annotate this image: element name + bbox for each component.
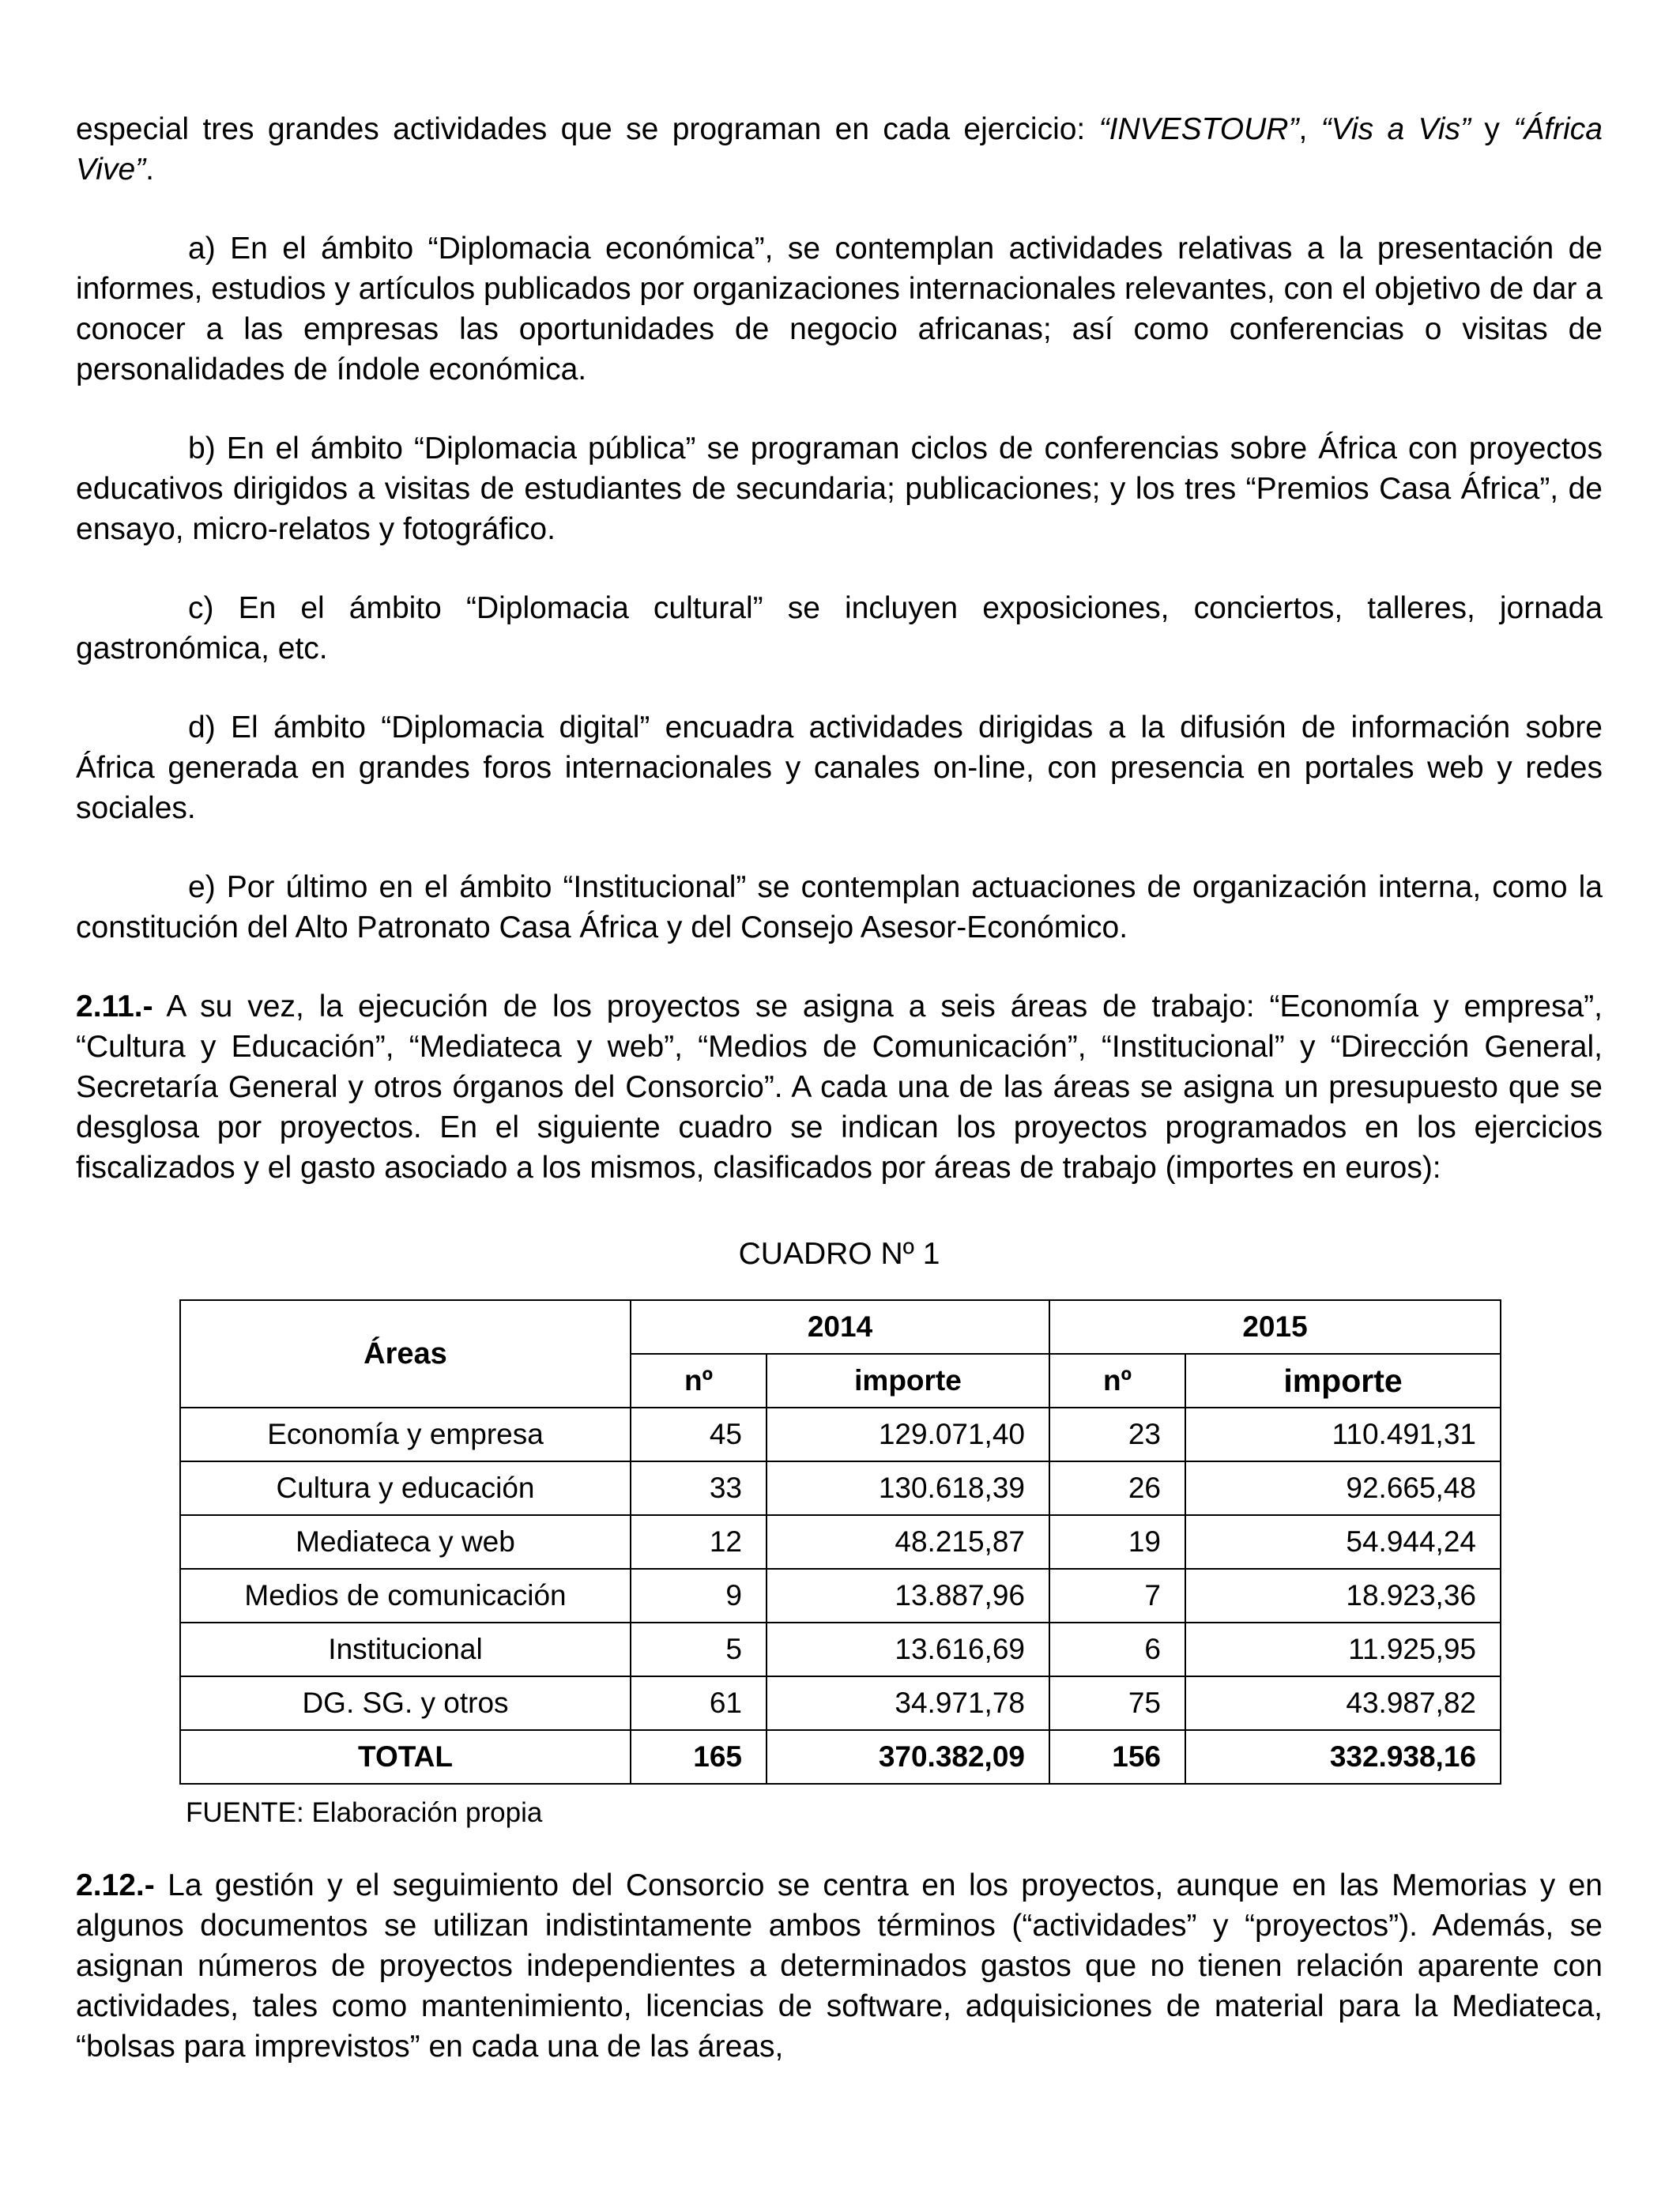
intro-text-b: , [1298, 112, 1321, 146]
cell-area: Institucional [180, 1623, 631, 1676]
section-number-2-12: 2.12.- [76, 1868, 155, 1902]
paragraph-b: b) En el ámbito “Diplomacia pública” se programan ciclos de conferencias sobre África con proyectos educativos dirigidos a visitas de estudiantes de secundaria; publicaciones; y los tres “Premios Casa África”, de ensayo, micro-relatos y fotográfico. [76, 432, 1603, 546]
cell-importe-2014: 13.616,69 [767, 1623, 1049, 1676]
cell-total-importe-2015: 332.938,16 [1185, 1730, 1501, 1784]
cell-n-2014: 9 [631, 1569, 767, 1623]
paragraph-2-11-text: A su vez, la ejecución de los proyectos se asigna a seis áreas de trabajo: “Economía y empresa”, “Cultura y Educación”, “Mediateca y web”, “Medios de Comunicación”, “Institucional” y “Dirección General, Secretaría General y otros órganos del Consorcio”. A cada una de las áreas se asigna un presupuesto que se desglosa por proyectos. En el siguiente cuadro se indican los proyectos programados en los ejercicios fiscalizados y el gasto asociado a los mismos, clasificados por áreas de trabajo (importes en euros): [76, 990, 1603, 1185]
table-row [180, 1408, 1501, 1461]
cell-total-label: TOTAL [180, 1730, 631, 1784]
header-year-2014: 2014 [631, 1300, 1049, 1354]
intro-investour: “INVESTOUR” [1098, 112, 1299, 146]
table-source: FUENTE: Elaboración propia [186, 1797, 543, 1828]
table-row [180, 1623, 1501, 1676]
cell-importe-2015: 92.665,48 [1185, 1461, 1501, 1515]
paragraph-2-12 [76, 1865, 1603, 2067]
paragraph-a: a) En el ámbito “Diplomacia económica”, se contemplan actividades relativas a la presentación de informes, estudios y artículos publicados por organizaciones internacionales relevantes, con el objetivo de dar a conocer a las empresas las oportunidades de negocio africanas; así como conferencias o visitas de personalidades de índole económica. [76, 232, 1603, 386]
table-row [180, 1515, 1501, 1569]
table-row [180, 1461, 1501, 1515]
header-importe-2014: importe [767, 1354, 1049, 1408]
paragraph-c: c) En el ámbito “Diplomacia cultural” se incluyen exposiciones, conciertos, talleres, jornada gastronómica, etc. [76, 591, 1603, 665]
section-number-2-11: 2.11.- [76, 990, 153, 1023]
cell-total-n-2015: 156 [1049, 1730, 1185, 1784]
cell-n-2015: 75 [1049, 1676, 1185, 1730]
header-n-2014: nº [631, 1354, 767, 1408]
table-header-row-years [180, 1300, 1501, 1354]
projects-table [179, 1299, 1501, 1785]
cell-area: Cultura y educación [180, 1461, 631, 1515]
cell-area: Economía y empresa [180, 1408, 631, 1461]
cell-n-2015: 6 [1049, 1623, 1185, 1676]
cell-importe-2015: 54.944,24 [1185, 1515, 1501, 1569]
cell-importe-2015: 43.987,82 [1185, 1676, 1501, 1730]
cell-importe-2014: 129.071,40 [767, 1408, 1049, 1461]
cell-n-2015: 19 [1049, 1515, 1185, 1569]
header-year-2015: 2015 [1049, 1300, 1501, 1354]
cell-total-n-2014: 165 [631, 1730, 767, 1784]
cell-area: DG. SG. y otros [180, 1676, 631, 1730]
cell-total-importe-2014: 370.382,09 [767, 1730, 1049, 1784]
table-caption: CUADRO Nº 1 [738, 1237, 940, 1271]
cell-n-2015: 7 [1049, 1569, 1185, 1623]
table-row [180, 1569, 1501, 1623]
cell-importe-2014: 130.618,39 [767, 1461, 1049, 1515]
cell-importe-2015: 18.923,36 [1185, 1569, 1501, 1623]
cell-n-2014: 45 [631, 1408, 767, 1461]
cell-importe-2014: 34.971,78 [767, 1676, 1049, 1730]
cell-area: Mediateca y web [180, 1515, 631, 1569]
cell-area: Medios de comunicación [180, 1569, 631, 1623]
paragraph-2-12-text: La gestión y el seguimiento del Consorcio se centra en los proyectos, aunque en las Memorias y en algunos documentos se utilizan indistintamente ambos términos (“actividades” y “proyectos”). Además, se asignan números de proyectos independientes a determinados gastos que no tienen relación aparente con actividades, tales como mantenimiento, licencias de software, adquisiciones de material para la Mediateca, “bolsas para imprevistos” en cada una de las áreas, [76, 1868, 1603, 2064]
document-page [76, 109, 1603, 2105]
header-importe-2015: importe [1185, 1354, 1501, 1408]
cell-n-2015: 23 [1049, 1408, 1185, 1461]
header-n-2015: nº [1049, 1354, 1185, 1408]
table-row [180, 1676, 1501, 1730]
cell-n-2015: 26 [1049, 1461, 1185, 1515]
cell-importe-2014: 13.887,96 [767, 1569, 1049, 1623]
intro-text-d: . [145, 153, 154, 187]
intro-text-c: y [1471, 112, 1514, 146]
intro-africa-vive: “África Vive” [76, 112, 1603, 187]
header-areas: Áreas [180, 1300, 631, 1408]
intro-paragraph [76, 109, 1603, 190]
paragraph-e: e) Por último en el ámbito “Institucional” se contemplan actuaciones de organización interna, como la constitución del Alto Patronato Casa África y del Consejo Asesor-Económico. [76, 870, 1603, 944]
paragraph-d: d) El ámbito “Diplomacia digital” encuadra actividades dirigidas a la difusión de información sobre África generada en grandes foros internacionales y canales on-line, con presencia en portales web y redes sociales. [76, 711, 1603, 825]
intro-vis-a-vis: “Vis a Vis” [1320, 112, 1471, 146]
paragraph-2-11 [76, 986, 1603, 1188]
cell-n-2014: 33 [631, 1461, 767, 1515]
cell-n-2014: 12 [631, 1515, 767, 1569]
cell-importe-2015: 110.491,31 [1185, 1408, 1501, 1461]
cell-importe-2014: 48.215,87 [767, 1515, 1049, 1569]
cell-importe-2015: 11.925,95 [1185, 1623, 1501, 1676]
cell-n-2014: 61 [631, 1676, 767, 1730]
intro-text-a: especial tres grandes actividades que se programan en cada ejercicio: [76, 112, 1099, 146]
table-total-row [180, 1730, 1501, 1784]
cell-n-2014: 5 [631, 1623, 767, 1676]
